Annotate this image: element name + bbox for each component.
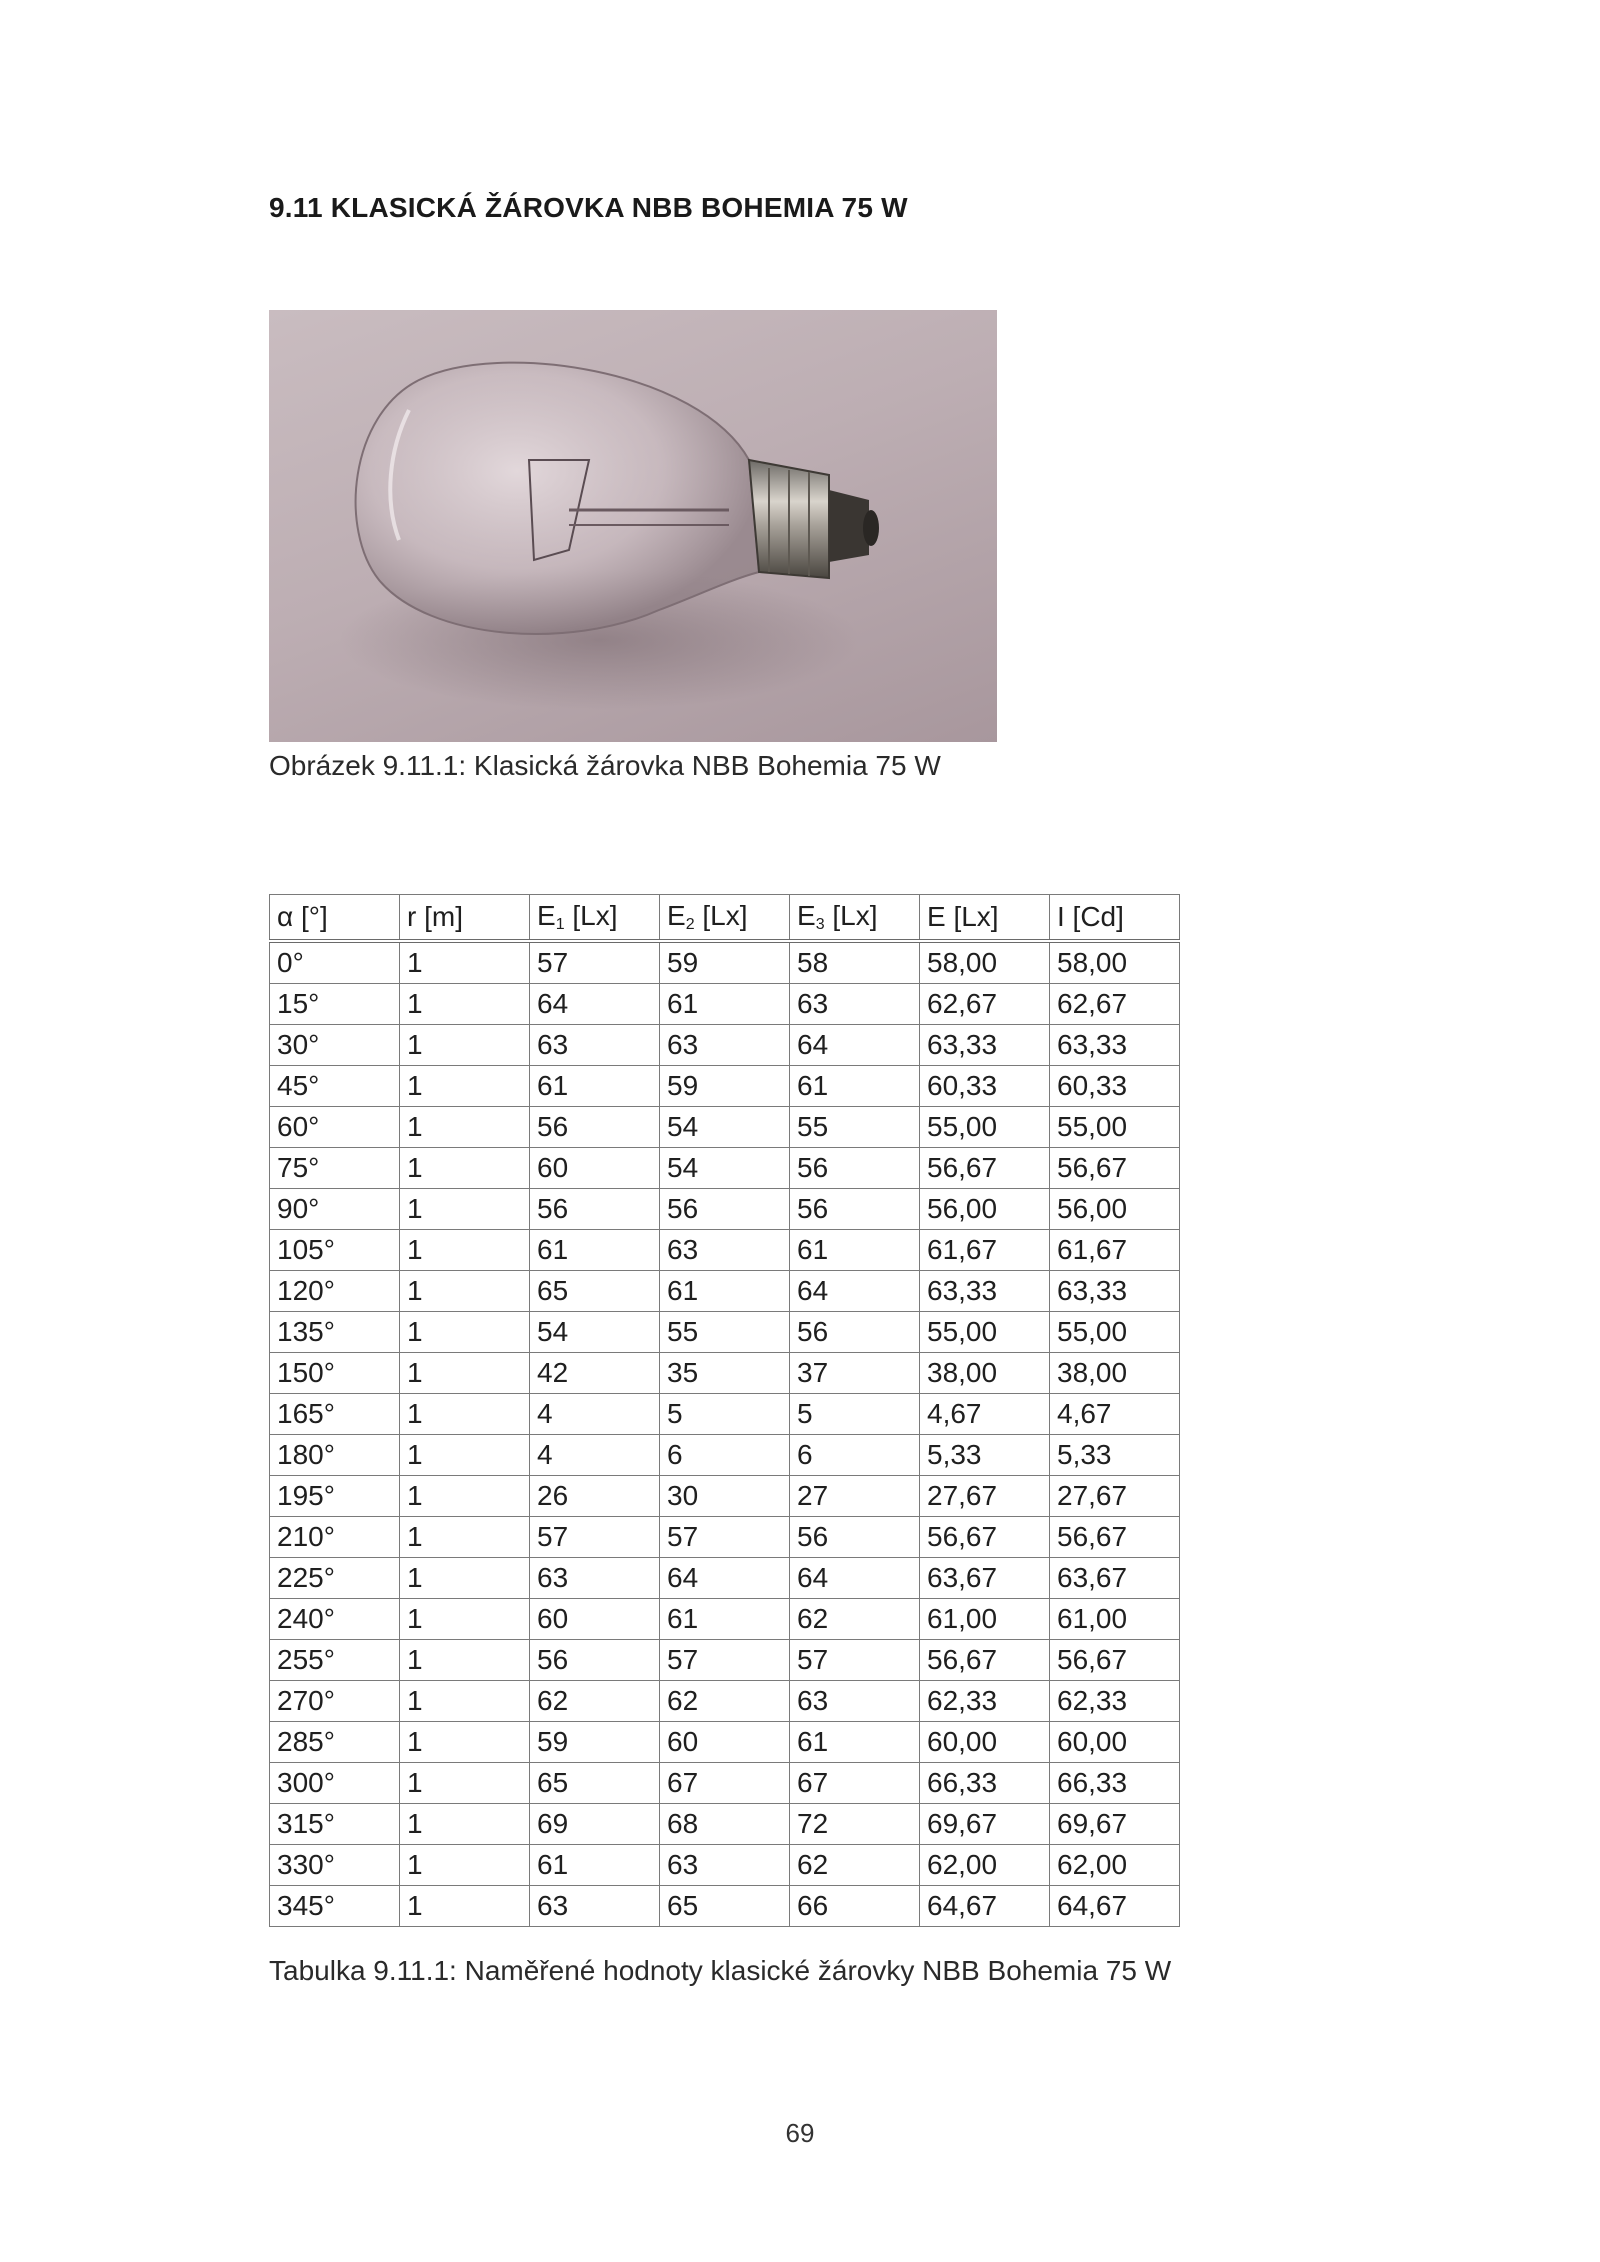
table-cell: 60,00 <box>1050 1722 1180 1763</box>
table-cell: 1 <box>400 1640 530 1681</box>
table-cell: 69,67 <box>920 1804 1050 1845</box>
header-subscript: 3 <box>815 916 825 933</box>
table-cell: 55,00 <box>920 1107 1050 1148</box>
table-cell: 27,67 <box>920 1476 1050 1517</box>
header-label: E <box>797 900 816 931</box>
table-cell: 1 <box>400 1312 530 1353</box>
measurement-table <box>269 894 1180 1927</box>
table-header-cell <box>530 895 660 942</box>
table-cell: 35 <box>660 1353 790 1394</box>
table-row <box>270 1066 1180 1107</box>
table-cell: 56,00 <box>920 1189 1050 1230</box>
table-cell: 64 <box>530 984 660 1025</box>
table-cell: 64 <box>660 1558 790 1599</box>
table-cell: 285° <box>270 1722 400 1763</box>
table-row <box>270 1230 1180 1271</box>
table-cell: 56 <box>790 1148 920 1189</box>
table-cell: 62,33 <box>920 1681 1050 1722</box>
table-body <box>270 941 1180 1927</box>
table-row <box>270 1271 1180 1312</box>
table-row <box>270 1763 1180 1804</box>
table-cell: 240° <box>270 1599 400 1640</box>
table-cell: 58,00 <box>1050 941 1180 984</box>
table-row <box>270 1435 1180 1476</box>
table-cell: 56 <box>530 1640 660 1681</box>
table-cell: 1 <box>400 1107 530 1148</box>
table-cell: 68 <box>660 1804 790 1845</box>
table-cell: 1 <box>400 941 530 984</box>
table-cell: 1 <box>400 1148 530 1189</box>
table-cell: 30° <box>270 1025 400 1066</box>
table-cell: 120° <box>270 1271 400 1312</box>
table-cell: 61 <box>660 1271 790 1312</box>
table-cell: 1 <box>400 1804 530 1845</box>
section-heading: 9.11 KLASICKÁ ŽÁROVKA NBB BOHEMIA 75 W <box>269 192 908 223</box>
table-cell: 69,67 <box>1050 1804 1180 1845</box>
table-cell: 1 <box>400 1025 530 1066</box>
table-cell: 60,00 <box>920 1722 1050 1763</box>
table-cell: 4,67 <box>1050 1394 1180 1435</box>
table-cell: 26 <box>530 1476 660 1517</box>
table-cell: 63 <box>790 984 920 1025</box>
table-cell: 38,00 <box>1050 1353 1180 1394</box>
header-label: I [Cd] <box>1057 901 1124 932</box>
table-cell: 56 <box>790 1189 920 1230</box>
table-cell: 62,33 <box>1050 1681 1180 1722</box>
table-row <box>270 1640 1180 1681</box>
table-cell: 62 <box>790 1599 920 1640</box>
table-cell: 61 <box>660 1599 790 1640</box>
table-cell: 63,67 <box>1050 1558 1180 1599</box>
table-header-cell <box>790 895 920 942</box>
table-header-cell <box>660 895 790 942</box>
header-unit: [Lx] <box>564 900 618 931</box>
table-cell: 57 <box>530 1517 660 1558</box>
table-cell: 60 <box>660 1722 790 1763</box>
table-cell: 57 <box>660 1640 790 1681</box>
table-cell: 210° <box>270 1517 400 1558</box>
table-row <box>270 1722 1180 1763</box>
table-cell: 63 <box>530 1886 660 1927</box>
table-cell: 63,33 <box>920 1025 1050 1066</box>
table-row <box>270 1886 1180 1927</box>
table-cell: 60° <box>270 1107 400 1148</box>
header-unit: [Lx] <box>694 900 748 931</box>
table-cell: 57 <box>660 1517 790 1558</box>
table-cell: 5,33 <box>1050 1435 1180 1476</box>
table-cell: 57 <box>530 941 660 984</box>
light-bulb-photo <box>269 310 997 742</box>
table-cell: 61,00 <box>920 1599 1050 1640</box>
table-cell: 63,67 <box>920 1558 1050 1599</box>
table-cell: 1 <box>400 1845 530 1886</box>
table-cell: 255° <box>270 1640 400 1681</box>
table-cell: 345° <box>270 1886 400 1927</box>
table-cell: 62 <box>530 1681 660 1722</box>
table-cell: 180° <box>270 1435 400 1476</box>
figure-caption: Obrázek 9.11.1: Klasická žárovka NBB Bohemia 75 W <box>269 750 941 781</box>
table-row <box>270 1558 1180 1599</box>
table-cell: 1 <box>400 1189 530 1230</box>
table-header-cell <box>400 895 530 942</box>
header-label: E [Lx] <box>927 901 999 932</box>
table-cell: 55,00 <box>1050 1107 1180 1148</box>
table-cell: 61 <box>530 1066 660 1107</box>
table-row <box>270 1599 1180 1640</box>
table-row <box>270 1681 1180 1722</box>
table-cell: 315° <box>270 1804 400 1845</box>
table-row <box>270 1107 1180 1148</box>
table-cell: 1 <box>400 1066 530 1107</box>
table-row <box>270 1804 1180 1845</box>
table-cell: 1 <box>400 1394 530 1435</box>
table-cell: 65 <box>530 1271 660 1312</box>
table-cell: 60 <box>530 1148 660 1189</box>
header-label: r [m] <box>407 901 463 932</box>
table-cell: 66,33 <box>920 1763 1050 1804</box>
table-cell: 6 <box>660 1435 790 1476</box>
table-cell: 1 <box>400 1599 530 1640</box>
table-cell: 105° <box>270 1230 400 1271</box>
table-cell: 54 <box>660 1148 790 1189</box>
table-cell: 1 <box>400 1886 530 1927</box>
table-cell: 66,33 <box>1050 1763 1180 1804</box>
table-cell: 1 <box>400 1435 530 1476</box>
table-cell: 4 <box>530 1394 660 1435</box>
table-cell: 1 <box>400 1763 530 1804</box>
table-cell: 61 <box>530 1845 660 1886</box>
table-cell: 61 <box>660 984 790 1025</box>
table-cell: 1 <box>400 1558 530 1599</box>
table-cell: 61 <box>790 1066 920 1107</box>
table-cell: 90° <box>270 1189 400 1230</box>
table-cell: 55,00 <box>1050 1312 1180 1353</box>
table-cell: 65 <box>530 1763 660 1804</box>
table-row <box>270 984 1180 1025</box>
table-cell: 1 <box>400 1271 530 1312</box>
table-row <box>270 1189 1180 1230</box>
table-cell: 63 <box>790 1681 920 1722</box>
header-label: E <box>667 900 686 931</box>
table-cell: 61,67 <box>920 1230 1050 1271</box>
header-label: α [°] <box>277 901 328 932</box>
table-cell: 64,67 <box>920 1886 1050 1927</box>
table-cell: 1 <box>400 1353 530 1394</box>
table-cell: 69 <box>530 1804 660 1845</box>
table-cell: 300° <box>270 1763 400 1804</box>
table-cell: 55 <box>660 1312 790 1353</box>
table-header-cell <box>920 895 1050 942</box>
table-header-cell <box>1050 895 1180 942</box>
table-cell: 64 <box>790 1025 920 1066</box>
header-label: E <box>537 900 556 931</box>
table-cell: 54 <box>660 1107 790 1148</box>
table-cell: 56 <box>660 1189 790 1230</box>
table-cell: 56 <box>530 1107 660 1148</box>
table-cell: 59 <box>530 1722 660 1763</box>
table-cell: 66 <box>790 1886 920 1927</box>
page-number: 69 <box>785 2118 815 2148</box>
header-subscript: 2 <box>685 916 695 933</box>
table-cell: 195° <box>270 1476 400 1517</box>
table-cell: 1 <box>400 1476 530 1517</box>
table-cell: 0° <box>270 941 400 984</box>
table-cell: 56,67 <box>1050 1640 1180 1681</box>
table-cell: 27 <box>790 1476 920 1517</box>
table-cell: 5,33 <box>920 1435 1050 1476</box>
table-cell: 54 <box>530 1312 660 1353</box>
table-cell: 30 <box>660 1476 790 1517</box>
table-cell: 60,33 <box>920 1066 1050 1107</box>
table-cell: 225° <box>270 1558 400 1599</box>
table-cell: 64,67 <box>1050 1886 1180 1927</box>
table-cell: 64 <box>790 1271 920 1312</box>
table-cell: 56 <box>790 1517 920 1558</box>
table-cell: 165° <box>270 1394 400 1435</box>
table-cell: 61 <box>530 1230 660 1271</box>
table-cell: 1 <box>400 1517 530 1558</box>
table-cell: 42 <box>530 1353 660 1394</box>
table-cell: 4 <box>530 1435 660 1476</box>
table-cell: 61,00 <box>1050 1599 1180 1640</box>
table-cell: 62,67 <box>1050 984 1180 1025</box>
table-cell: 56,67 <box>920 1640 1050 1681</box>
table-cell: 45° <box>270 1066 400 1107</box>
table-cell: 60,33 <box>1050 1066 1180 1107</box>
table-cell: 64 <box>790 1558 920 1599</box>
table-row <box>270 1394 1180 1435</box>
table-cell: 61 <box>790 1230 920 1271</box>
table-cell: 63 <box>530 1558 660 1599</box>
header-subscript: 1 <box>555 916 565 933</box>
table-row <box>270 1148 1180 1189</box>
table-cell: 150° <box>270 1353 400 1394</box>
table-cell: 62,00 <box>1050 1845 1180 1886</box>
table-cell: 55 <box>790 1107 920 1148</box>
table-cell: 38,00 <box>920 1353 1050 1394</box>
table-cell: 58,00 <box>920 941 1050 984</box>
table-cell: 56 <box>530 1189 660 1230</box>
table-cell: 63,33 <box>920 1271 1050 1312</box>
table-cell: 6 <box>790 1435 920 1476</box>
table-cell: 1 <box>400 1230 530 1271</box>
table-cell: 61 <box>790 1722 920 1763</box>
table-caption: Tabulka 9.11.1: Naměřené hodnoty klasické žárovky NBB Bohemia 75 W <box>269 1955 1172 1986</box>
table-cell: 56,00 <box>1050 1189 1180 1230</box>
table-cell: 27,67 <box>1050 1476 1180 1517</box>
table-cell: 56,67 <box>1050 1148 1180 1189</box>
table-cell: 330° <box>270 1845 400 1886</box>
table-cell: 62 <box>790 1845 920 1886</box>
header-unit: [Lx] <box>824 900 878 931</box>
table-cell: 56,67 <box>920 1517 1050 1558</box>
table-header-cell <box>270 895 400 942</box>
table-cell: 4,67 <box>920 1394 1050 1435</box>
table-row <box>270 1312 1180 1353</box>
table-row <box>270 941 1180 984</box>
table-cell: 5 <box>790 1394 920 1435</box>
table-row <box>270 1025 1180 1066</box>
table-cell: 63 <box>530 1025 660 1066</box>
table-cell: 61,67 <box>1050 1230 1180 1271</box>
table-cell: 63 <box>660 1845 790 1886</box>
table-cell: 270° <box>270 1681 400 1722</box>
table-cell: 57 <box>790 1640 920 1681</box>
table-cell: 65 <box>660 1886 790 1927</box>
table-cell: 62,67 <box>920 984 1050 1025</box>
table-cell: 55,00 <box>920 1312 1050 1353</box>
table-row <box>270 1353 1180 1394</box>
table-row <box>270 1845 1180 1886</box>
table-cell: 63,33 <box>1050 1025 1180 1066</box>
table-cell: 72 <box>790 1804 920 1845</box>
table-cell: 75° <box>270 1148 400 1189</box>
table-cell: 56,67 <box>1050 1517 1180 1558</box>
table-cell: 1 <box>400 984 530 1025</box>
table-cell: 56,67 <box>920 1148 1050 1189</box>
table-cell: 59 <box>660 941 790 984</box>
table-cell: 63 <box>660 1025 790 1066</box>
table-cell: 1 <box>400 1722 530 1763</box>
table-cell: 5 <box>660 1394 790 1435</box>
table-cell: 135° <box>270 1312 400 1353</box>
table-header-row <box>270 895 1180 942</box>
table-row <box>270 1517 1180 1558</box>
table-cell: 67 <box>660 1763 790 1804</box>
table-cell: 59 <box>660 1066 790 1107</box>
table-cell: 37 <box>790 1353 920 1394</box>
table-cell: 58 <box>790 941 920 984</box>
table-cell: 1 <box>400 1681 530 1722</box>
table-cell: 56 <box>790 1312 920 1353</box>
table-row <box>270 1476 1180 1517</box>
table-cell: 62 <box>660 1681 790 1722</box>
table-cell: 60 <box>530 1599 660 1640</box>
table-cell: 63,33 <box>1050 1271 1180 1312</box>
table-cell: 15° <box>270 984 400 1025</box>
table-cell: 62,00 <box>920 1845 1050 1886</box>
table-cell: 63 <box>660 1230 790 1271</box>
table-cell: 67 <box>790 1763 920 1804</box>
